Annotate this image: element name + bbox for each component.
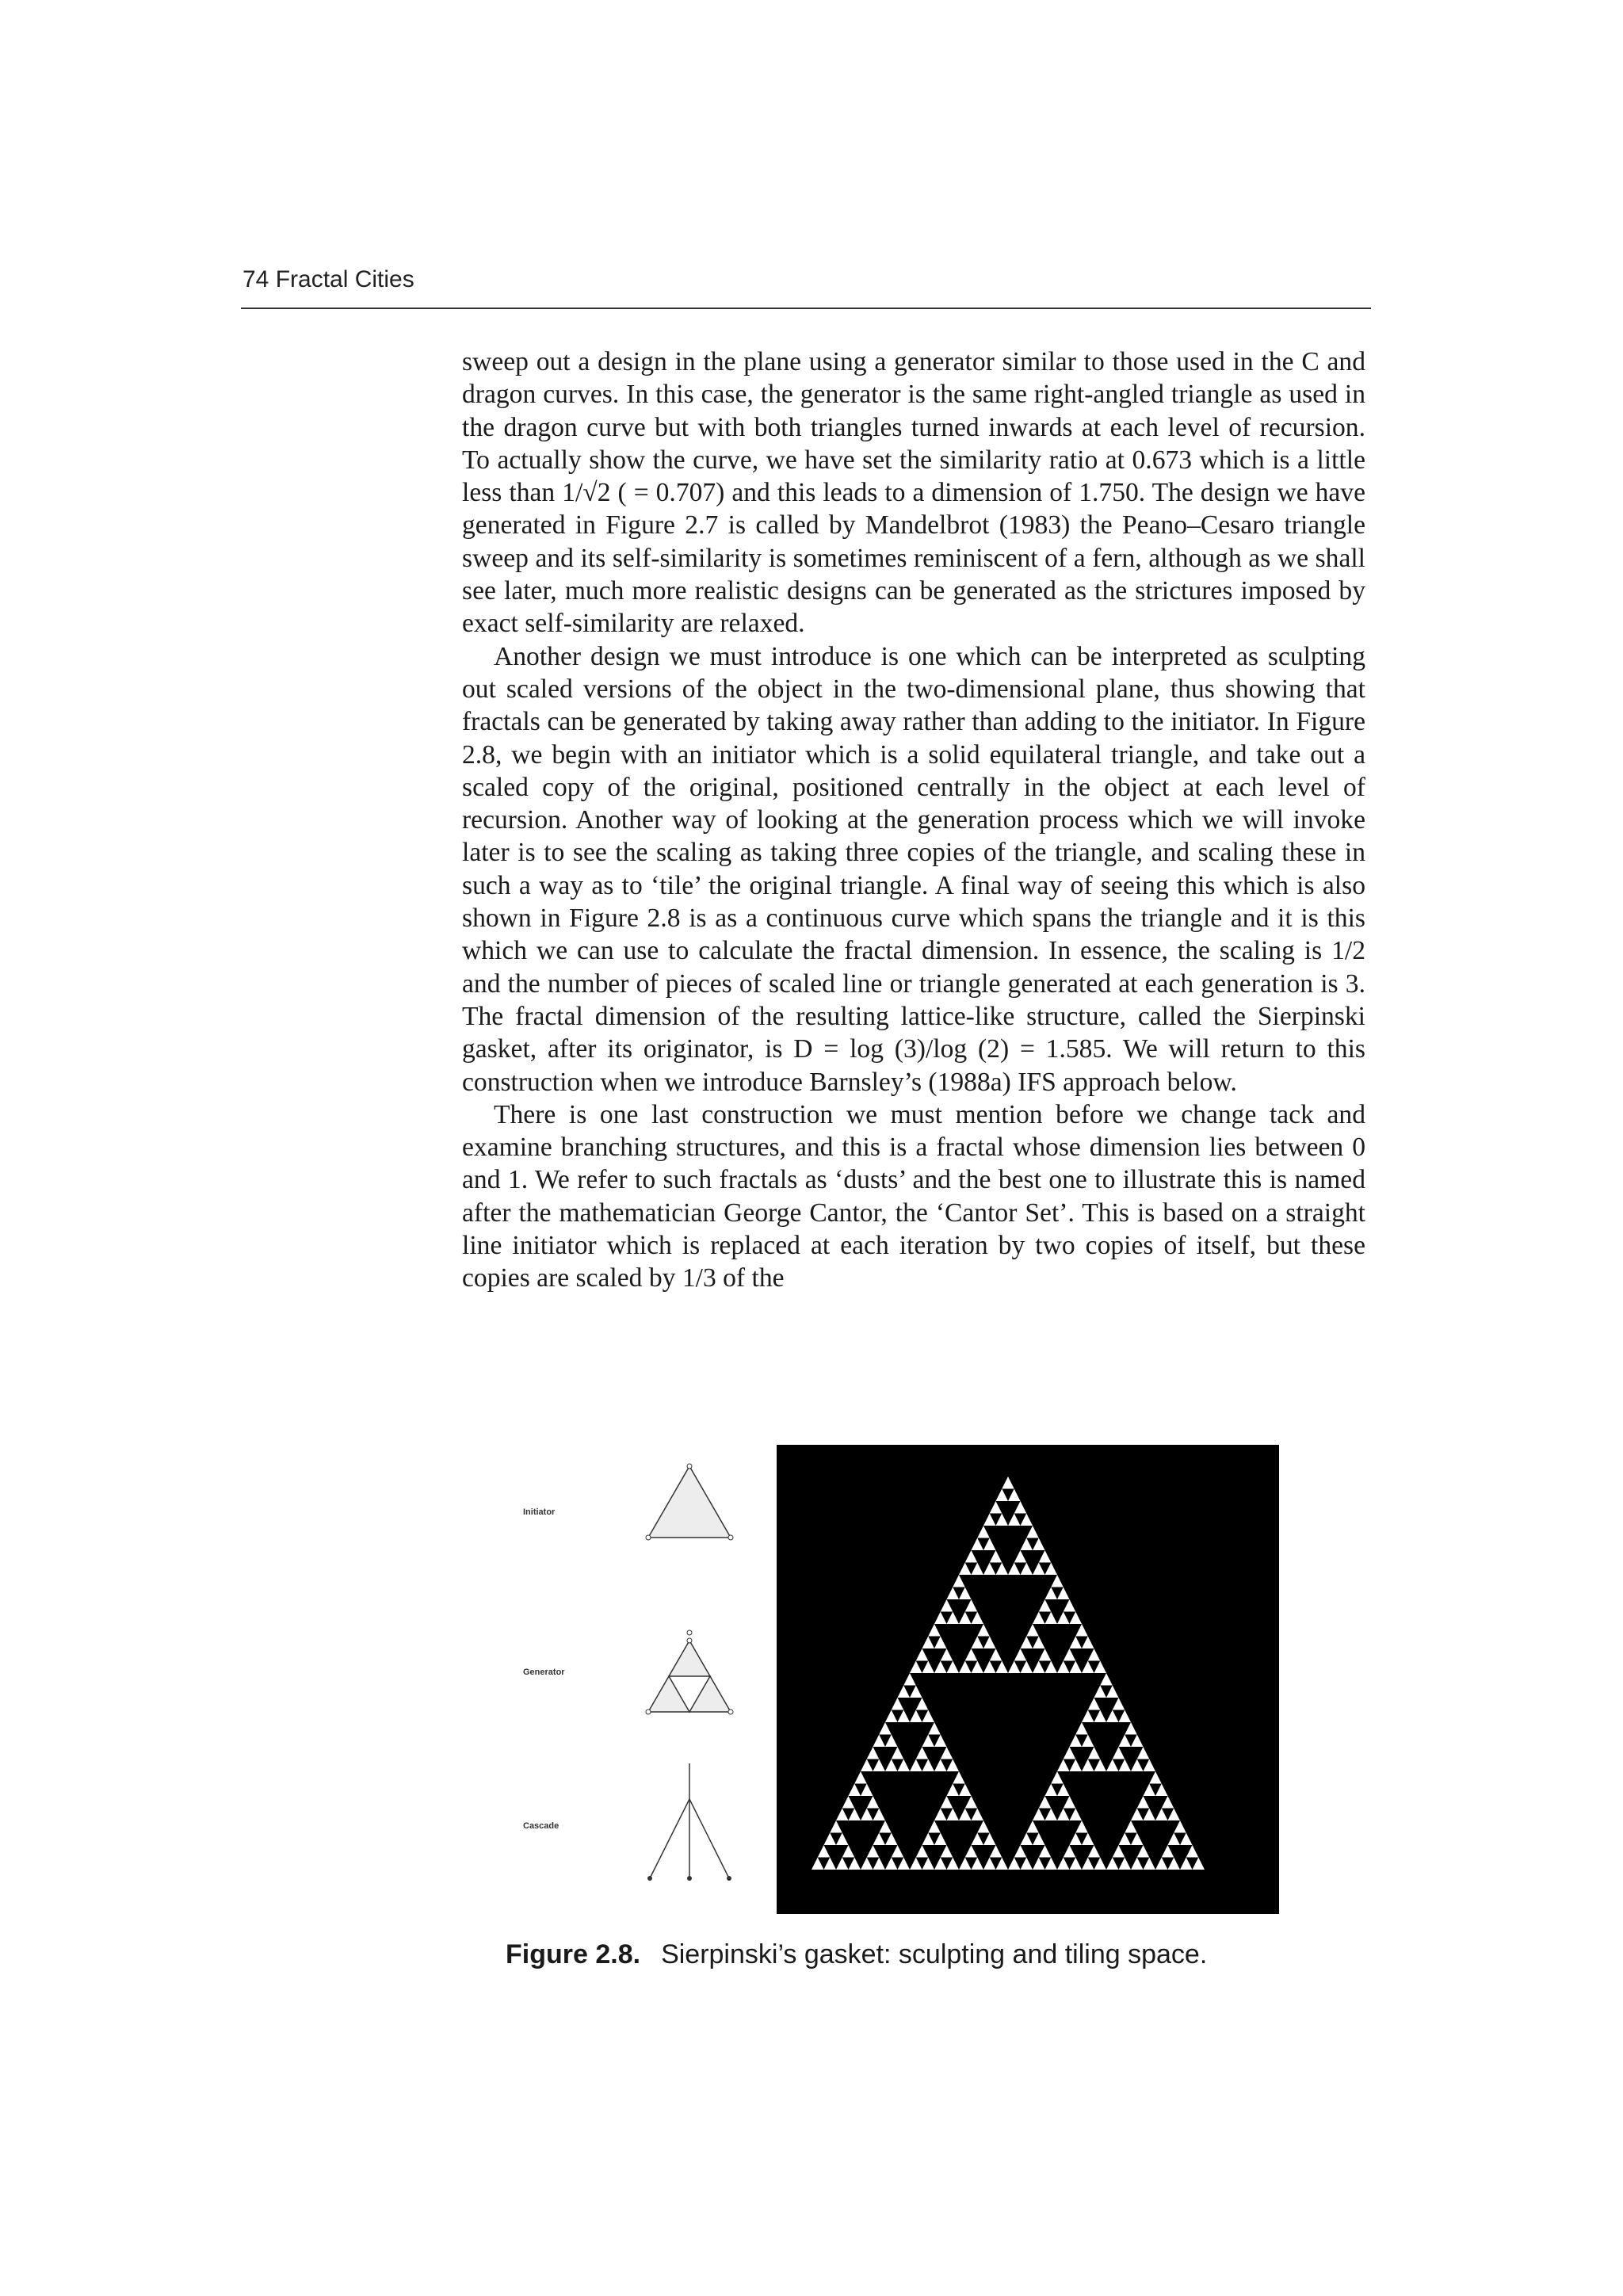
gasket-triangle [1119,1759,1132,1772]
gasket-triangle [1070,1809,1083,1821]
gasket-triangle [1057,1809,1070,1821]
running-head: 74 Fractal Cities [242,266,414,292]
gasket-triangle [1026,1624,1039,1637]
gasket-triangle [1119,1858,1132,1870]
gasket-triangle [934,1661,947,1674]
gasket-triangle [977,1526,990,1538]
gasket-triangle [965,1550,978,1563]
gasket-triangle [818,1845,831,1858]
gasket-triangle [1131,1759,1144,1772]
gasket-triangle [1057,1587,1070,1600]
gasket-triangle [983,1514,996,1526]
gasket-triangle [996,1858,1009,1870]
gasket-triangle [885,1833,898,1846]
gasket-triangle [1045,1612,1058,1625]
gasket-triangle [1094,1710,1107,1723]
gasket-triangle [1014,1501,1027,1514]
gasket-triangle [959,1858,972,1870]
gasket-triangle [1144,1858,1156,1870]
gasket-triangle [1057,1612,1070,1625]
gasket-triangle [879,1820,892,1833]
initiator-triangle-diagram [642,1450,737,1545]
gasket-triangle [1045,1587,1058,1600]
sierpinski-gasket [777,1445,1279,1914]
gasket-triangle [885,1710,898,1723]
gasket-triangle [1162,1796,1174,1809]
gasket-triangle [892,1698,904,1710]
gasket-triangle [842,1796,855,1809]
gasket-triangle [941,1648,953,1661]
gasket-triangle [1021,1858,1033,1870]
gasket-triangle [892,1845,904,1858]
gasket-triangle [861,1809,873,1821]
gasket-triangle [873,1809,886,1821]
gasket-triangle [1119,1710,1132,1723]
gasket-triangle [1094,1661,1107,1674]
gasket-triangle [1075,1624,1088,1637]
gasket-triangle [1033,1809,1045,1821]
gasket-triangle [1033,1833,1045,1846]
gasket-triangle [1033,1563,1045,1576]
gasket-triangle [990,1550,1002,1563]
figure-diagram-panel [523,1450,761,1894]
gasket-triangle [916,1747,929,1759]
gasket-triangle [1045,1809,1058,1821]
gasket-triangle [922,1661,935,1674]
gasket-triangle [879,1722,892,1735]
gasket-triangle [922,1759,935,1772]
gasket-triangle [1033,1612,1045,1625]
gasket-triangle [1008,1514,1021,1526]
gasket-triangle [1082,1833,1094,1846]
gasket-triangle [1144,1784,1156,1797]
gasket-triangle [972,1538,984,1551]
gasket-triangle [861,1784,873,1797]
paragraph: Another design we must introduce is one which can be interpreted as sculpting out scaled versions of the object in the two-dimensional plane, thus showing that fractals can be generated by taking away rather than adding to the initiator. In Figure 2.8, we begin with an initiator which is a solid equilateral triangle, and take out a scaled copy of the original, positioned centrally in the object at each level of recursion. Another way of looking at the generation process which we will invoke later is to see the scaling as taking three copies of the triangle, and scaling these in such a way as to ‘tile’ the original triangle. A final way of seeing this which is also shown in Figure 2.8 is as a continuous curve which spans the triangle and it is this which we can use to calculate the fractal dimension. In essence, the scaling is 1/2 and the number of pieces of scaled line or triangle generated at each generation is 3. The fractal dimension of the resulting lattice-like structure, called the Sierpinski gasket, after its originator, is D = log (3)/log (2) = 1.585. We will return to this construction when we introduce Barnsley’s (1988a) IFS approach below. [462,641,1365,1097]
gasket-triangle [1144,1809,1156,1821]
gasket-triangle [1021,1563,1033,1576]
gasket-triangle [1131,1858,1144,1870]
gasket-triangle [1106,1858,1119,1870]
gasket-triangle [1070,1637,1083,1649]
gasket-triangle [867,1747,880,1759]
gasket-triangle [1051,1771,1064,1784]
gasket-triangle [1064,1796,1076,1809]
gasket-triangle [830,1820,842,1833]
gasket-triangle [947,1661,960,1674]
gasket-triangle [928,1722,941,1735]
gasket-triangle [972,1858,984,1870]
gasket-triangle [934,1759,947,1772]
gasket-triangle [1174,1820,1186,1833]
gasket-triangle [1094,1759,1107,1772]
gasket-triangle [983,1833,996,1846]
sierpinski-gasket-image [777,1445,1279,1914]
gasket-triangle [1002,1477,1014,1489]
gasket-triangle [922,1735,935,1748]
gasket-triangle [959,1661,972,1674]
gasket-triangle [1014,1648,1027,1661]
gasket-triangle [873,1759,886,1772]
gasket-triangle [1119,1833,1132,1846]
gasket-triangle [861,1759,873,1772]
cascade-label: Cascade [523,1821,559,1831]
gasket-triangle [972,1809,984,1821]
gasket-triangle [1070,1612,1083,1625]
gasket-triangle [972,1833,984,1846]
gasket-triangle [1057,1784,1070,1797]
gasket-triangle [1113,1845,1125,1858]
gasket-triangle [1168,1833,1181,1846]
gasket-triangle [983,1858,996,1870]
gasket-triangle [1075,1820,1088,1833]
gasket-triangle [990,1648,1002,1661]
gasket-triangle [1039,1648,1052,1661]
gasket-triangle [1039,1796,1052,1809]
gasket-triangle [1070,1661,1083,1674]
gasket-triangle [983,1661,996,1674]
gasket-triangle [996,1563,1009,1576]
gasket-triangle [934,1612,947,1625]
gasket-triangle [959,1587,972,1600]
gasket-triangle [1033,1538,1045,1551]
gasket-triangle [1033,1637,1045,1649]
gasket-triangle [941,1796,953,1809]
gasket-triangle [1168,1858,1181,1870]
gasket-triangle [1075,1722,1088,1735]
gasket-triangle [947,1809,960,1821]
gasket-triangle [1082,1858,1094,1870]
gasket-triangle [1155,1858,1168,1870]
gasket-triangle [873,1833,886,1846]
caption-label: Figure 2.8. [506,1939,641,1969]
gasket-triangle [1064,1648,1076,1661]
gasket-triangle [922,1637,935,1649]
gasket-triangle [898,1759,911,1772]
gasket-triangle [965,1599,978,1612]
figure-caption [506,1939,1207,1970]
gasket-triangle [983,1563,996,1576]
gasket-triangle [916,1698,929,1710]
gasket-triangle [1131,1833,1144,1846]
gasket-triangle [1014,1845,1027,1858]
gasket-triangle [1021,1661,1033,1674]
gasket-triangle [965,1845,978,1858]
gasket-triangle [1064,1599,1076,1612]
gasket-triangle [1057,1759,1070,1772]
gasket-triangle [1125,1820,1137,1833]
gasket-triangle [903,1673,916,1686]
gasket-triangle [1021,1637,1033,1649]
gasket-triangle [1082,1735,1094,1748]
gasket-triangle [977,1820,990,1833]
gasket-triangle [892,1747,904,1759]
gasket-triangle [977,1624,990,1637]
gasket-triangle [916,1845,929,1858]
gasket-triangle [910,1661,922,1674]
gasket-triangle [934,1809,947,1821]
gasket-triangle [824,1858,837,1870]
gasket-triangle [1070,1858,1083,1870]
gasket-triangle [922,1710,935,1723]
gasket-triangle [1180,1833,1193,1846]
gasket-triangle [885,1858,898,1870]
gasket-triangle [972,1563,984,1576]
gasket-triangle [934,1858,947,1870]
gasket-triangle [867,1796,880,1809]
body-text [462,346,1365,1295]
gasket-triangle [947,1612,960,1625]
gasket-triangle [1137,1796,1150,1809]
gasket-triangle [1137,1747,1150,1759]
gasket-triangle [1125,1722,1137,1735]
gasket-triangle [928,1820,941,1833]
gasket-triangle [916,1648,929,1661]
header-rule [241,308,1371,309]
gasket-triangle [873,1735,886,1748]
gasket-triangle [1155,1784,1168,1797]
gasket-triangle [1180,1858,1193,1870]
gasket-triangle [910,1858,922,1870]
gasket-triangle [928,1624,941,1637]
gasket-triangle [1082,1710,1094,1723]
generator-label: Generator [523,1668,565,1677]
gasket-triangle [910,1759,922,1772]
gasket-triangle [1045,1661,1058,1674]
initiator-label: Initiator [523,1507,556,1517]
gasket-triangle [1155,1809,1168,1821]
gasket-triangle [861,1858,873,1870]
gasket-triangle [947,1858,960,1870]
gasket-triangle [1008,1489,1021,1502]
gasket-triangle [1088,1845,1101,1858]
gasket-triangle [1026,1526,1039,1538]
gasket-triangle [1131,1809,1144,1821]
gasket-triangle [836,1809,849,1821]
gasket-triangle [1057,1661,1070,1674]
gasket-triangle [965,1796,978,1809]
gasket-triangle [849,1784,861,1797]
gasket-triangle [1106,1759,1119,1772]
gasket-triangle [1057,1858,1070,1870]
gasket-triangle [885,1759,898,1772]
gasket-triangle [959,1809,972,1821]
gasket-triangle [836,1833,849,1846]
gasket-triangle [934,1833,947,1846]
gasket-triangle [1137,1845,1150,1858]
gasket-triangle [849,1858,861,1870]
gasket-triangle [990,1845,1002,1858]
gasket-triangle [898,1710,911,1723]
gasket-triangle [854,1771,867,1784]
gasket-triangle [959,1784,972,1797]
gasket-triangle [1094,1686,1107,1698]
gasket-triangle [1168,1809,1181,1821]
gasket-triangle [1193,1858,1205,1870]
gasket-triangle [1021,1514,1033,1526]
gasket-triangle [873,1858,886,1870]
gasket-triangle [898,1686,911,1698]
gasket-triangle [934,1637,947,1649]
generator-triangle-diagram [642,1617,737,1720]
gasket-triangle [824,1833,837,1846]
gasket-triangle [1100,1673,1113,1686]
gasket-triangle [1113,1747,1125,1759]
gasket-triangle [842,1845,855,1858]
gasket-triangle [1008,1563,1021,1576]
gasket-triangle [983,1637,996,1649]
gasket-triangle [990,1501,1002,1514]
gasket-triangle [1088,1698,1101,1710]
gasket-triangle [910,1710,922,1723]
gasket-triangle [1149,1771,1162,1784]
gasket-triangle [947,1784,960,1797]
gasket-triangle [1033,1661,1045,1674]
gasket-triangle [1039,1550,1052,1563]
gasket-triangle [1162,1845,1174,1858]
gasket-triangle [972,1612,984,1625]
gasket-triangle [1033,1858,1045,1870]
gasket-triangle [812,1858,824,1870]
gasket-triangle [1008,1858,1021,1870]
gasket-triangle [959,1612,972,1625]
paragraph: sweep out a design in the plane using a generator similar to those used in the C and dragon curves. In this case, the generator is the same right-angled triangle as used in the dragon curve but with both triangles turned inwards at each level of recursion. To actually show the curve, we have set the similarity ratio at 0.673 which is a little less than 1/√2 ( = 0.707) and this leads to a dimension of 1.750. The design we have generated in Figure 2.7 is called by Mandelbrot (1983) the Peano–Cesaro triangle sweep and its self-similarity is sometimes reminiscent of a fern, although as we shall see later, much more realistic designs can be generated as the strictures imposed by exact self-similarity are relaxed. [462,347,1365,639]
gasket-triangle [1186,1845,1199,1858]
gasket-triangle [1088,1747,1101,1759]
gasket-triangle [953,1575,965,1587]
gasket-triangle [996,1661,1009,1674]
gasket-triangle [1070,1735,1083,1748]
gasket-triangle [934,1735,947,1748]
gasket-triangle [996,1514,1009,1526]
gasket-triangle [1088,1648,1101,1661]
cascade-tree-diagram [642,1759,737,1886]
gasket-triangle [941,1845,953,1858]
gasket-triangle [996,1489,1009,1502]
gasket-triangle [1051,1575,1064,1587]
gasket-triangle [836,1858,849,1870]
gasket-triangle [1008,1661,1021,1674]
gasket-triangle [849,1809,861,1821]
caption-text: Sierpinski’s gasket: sculpting and tiling space. [661,1939,1208,1969]
gasket-triangle [1094,1858,1107,1870]
gasket-triangle [1026,1820,1039,1833]
gasket-triangle [1045,1858,1058,1870]
gasket-triangle [1131,1735,1144,1748]
gasket-triangle [953,1771,965,1784]
gasket-triangle [1144,1759,1156,1772]
gasket-triangle [972,1637,984,1649]
gasket-triangle [965,1648,978,1661]
gasket-triangle [972,1661,984,1674]
gasket-triangle [1082,1637,1094,1649]
gasket-triangle [1064,1747,1076,1759]
gasket-triangle [1106,1710,1119,1723]
gasket-triangle [947,1759,960,1772]
gasket-triangle [1039,1599,1052,1612]
gasket-triangle [1070,1759,1083,1772]
gasket-triangle [1070,1833,1083,1846]
gasket-triangle [1045,1563,1058,1576]
gasket-triangle [1039,1845,1052,1858]
gasket-triangle [941,1599,953,1612]
gasket-triangle [1021,1833,1033,1846]
gasket-triangle [1082,1759,1094,1772]
gasket-triangle [1106,1686,1119,1698]
gasket-triangle [885,1735,898,1748]
gasket-triangle [947,1587,960,1600]
gasket-triangle [983,1538,996,1551]
gasket-triangle [922,1858,935,1870]
gasket-triangle [910,1686,922,1698]
gasket-triangle [922,1833,935,1846]
gasket-triangle [941,1747,953,1759]
gasket-triangle [898,1858,911,1870]
paragraph: There is one last construction we must mention before we change tack and examine branching structures, and this is a fractal whose dimension lies between 0 and 1. We refer to such fractals as ‘dusts’ and the best one to illustrate this is named after the mathematician George Cantor, the ‘Cantor Set’. This is based on a straight line initiator which is replaced at each iteration by two copies of itself, but these copies are scaled by 1/3 of the [462,1099,1365,1293]
gasket-triangle [959,1563,972,1576]
gasket-triangle [1064,1845,1076,1858]
gasket-triangle [1045,1784,1058,1797]
gasket-triangle [1021,1538,1033,1551]
gasket-triangle [1113,1698,1125,1710]
gasket-triangle [867,1845,880,1858]
gasket-triangle [1119,1735,1132,1748]
gasket-triangle [1014,1550,1027,1563]
gasket-triangle [1082,1661,1094,1674]
